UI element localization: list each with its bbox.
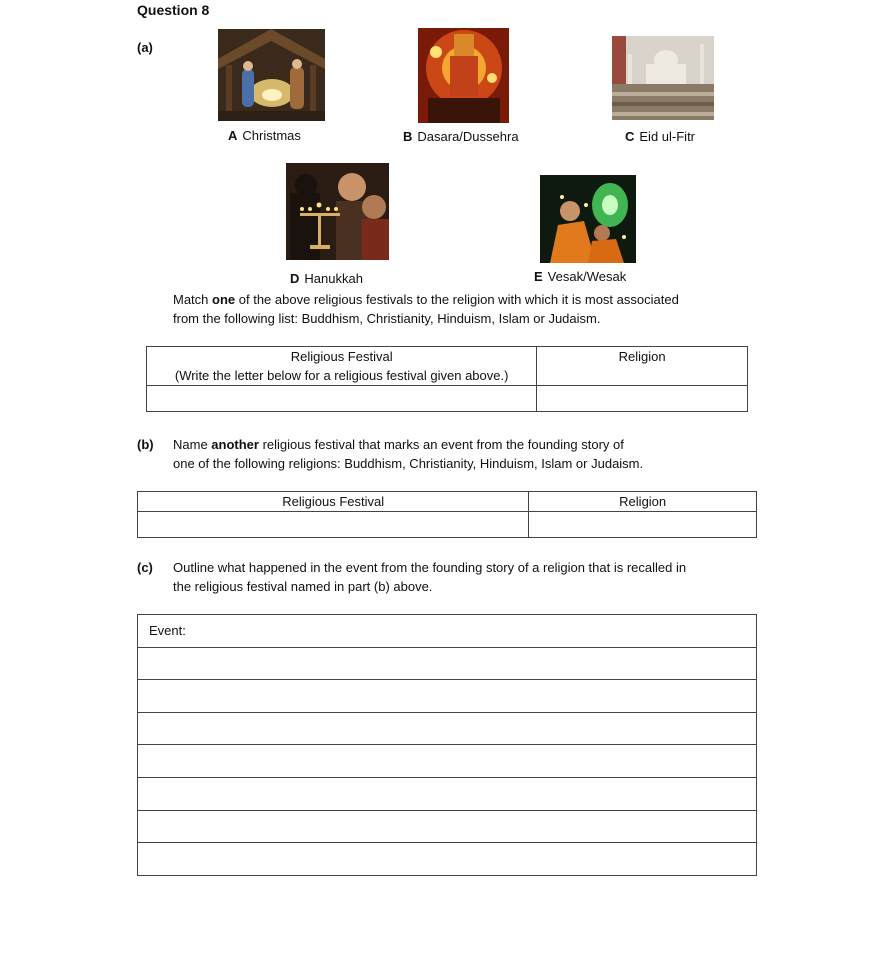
answer-line[interactable] — [138, 810, 757, 843]
part-a-festival-answer-cell[interactable] — [147, 386, 537, 412]
event-label: Event: — [149, 623, 186, 639]
part-a-header-religion: Religion — [537, 347, 748, 386]
part-c-label: (c) — [137, 560, 153, 575]
caption-b: B Dasara/Dussehra — [403, 129, 519, 144]
part-a-religion-answer-cell[interactable] — [537, 386, 748, 412]
christmas-nativity-image — [218, 29, 325, 121]
dasara-effigy-image — [418, 28, 509, 123]
caption-e: E Vesak/Wesak — [534, 269, 627, 284]
part-b-festival-answer-cell[interactable] — [138, 512, 529, 538]
part-a-label: (a) — [137, 40, 153, 55]
answer-line[interactable] — [138, 843, 757, 876]
caption-d: D Hanukkah — [290, 271, 363, 286]
answer-line[interactable] — [138, 712, 757, 745]
part-a-header-festival: Religious Festival (Write the letter below for a religious festival given above.) — [147, 347, 537, 386]
part-c-answer-lines — [137, 614, 757, 876]
part-c-instruction: Outline what happened in the event from the founding story of a religion that is recalled in the religious festival named in part (b) above. — [173, 560, 687, 594]
caption-c: C Eid ul-Fitr — [625, 129, 696, 144]
part-b-religion-answer-cell[interactable] — [529, 512, 757, 538]
part-b-label: (b) — [137, 437, 154, 452]
hanukkah-menorah-image — [286, 163, 389, 260]
part-b-header-religion: Religion — [529, 492, 757, 512]
answer-line[interactable] — [138, 777, 757, 810]
question-title: Question 8 — [137, 2, 210, 18]
part-a-answer-table — [146, 346, 748, 412]
event-label-line[interactable] — [138, 615, 757, 648]
vesak-lanterns-image — [540, 175, 636, 263]
part-b-instruction: Name another religious festival that marks an event from the founding story of one of the following religions: Buddhism, Christianity, Hinduism, Islam or Judaism. — [173, 437, 644, 471]
part-b-header-festival: Religious Festival — [138, 492, 529, 512]
caption-a: A Christmas — [228, 128, 301, 143]
answer-line[interactable] — [138, 647, 757, 680]
answer-line[interactable] — [138, 680, 757, 713]
part-a-instruction: Match one of the above religious festivals to the religion with which it is most associated from the following list: Buddhism, Christianity, Hinduism, Islam or Judaism. — [173, 292, 679, 326]
answer-line[interactable] — [138, 745, 757, 778]
eid-prayer-image — [612, 36, 714, 120]
part-b-answer-table — [137, 491, 757, 538]
